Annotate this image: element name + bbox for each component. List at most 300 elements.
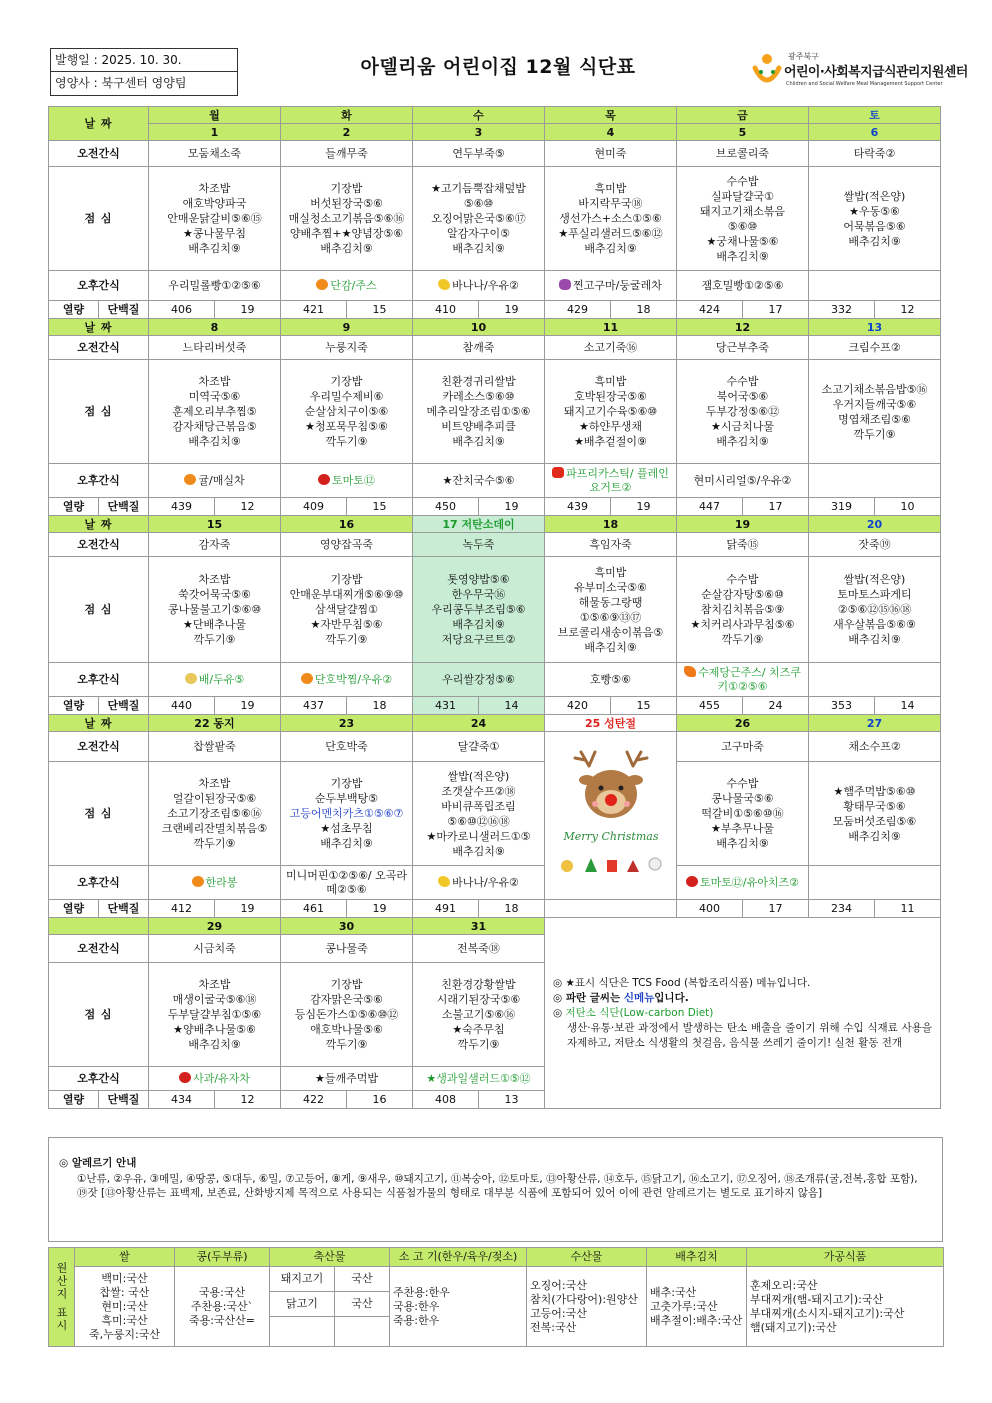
reindeer-illustration-icon: [551, 744, 671, 884]
am-snack-cell: 녹두죽: [413, 533, 545, 557]
kcal-value: 455: [677, 697, 743, 715]
origin-header: 콩(두부류): [175, 1248, 270, 1267]
lunch-item: 고등어멘치카츠①⑤⑥⑦: [289, 807, 404, 820]
sweet-potato-icon: [559, 279, 571, 290]
date-cell: 27: [809, 715, 941, 732]
kcal-value: 409: [281, 498, 347, 516]
apple-icon: [179, 1072, 191, 1083]
pm-snack-cell: [677, 271, 809, 301]
lunch-item: 애호박양파국: [182, 197, 247, 210]
lunch-item: 감자맑은국⑤⑥: [310, 993, 383, 1006]
origin-line: 현미:국산: [101, 1299, 148, 1313]
lunch-item: 수수밥: [726, 375, 759, 388]
date-cell: 16: [281, 516, 413, 533]
protein-value: 14: [479, 697, 545, 715]
kcal-label: 열량: [49, 301, 99, 319]
lunch-item: 오징어맑은국⑤⑥⑰: [431, 212, 526, 225]
lunch-item: 기장밥: [330, 978, 363, 991]
pm-snack-cell: [281, 663, 413, 697]
lunch-item: 소고기채소볶음밥⑤⑯: [821, 382, 928, 396]
lunch-cell: [281, 167, 413, 271]
lunch-item: 매생이굴국⑤⑥⑱: [172, 993, 257, 1006]
allergy-info: [48, 1137, 943, 1242]
lunch-cell: [809, 360, 941, 464]
lunch-item: 우리콩두부조림⑤⑥: [431, 603, 526, 616]
date-cell: 9: [281, 319, 413, 336]
protein-value: 14: [875, 697, 941, 715]
lunch-item: 배추김치⑨: [452, 844, 505, 858]
lunch-item: 삼색달걀찜①: [315, 603, 378, 616]
pm-snack-cell: [149, 271, 281, 301]
lunch-item: 친환경귀리쌀밥: [441, 375, 516, 388]
am-snack-cell: 타락죽②: [809, 141, 941, 167]
lunch-item: 콩나물국⑤⑥: [711, 792, 774, 805]
protein-value: 19: [479, 498, 545, 516]
am-snack-cell: 연두부죽⑤: [413, 141, 545, 167]
origin-livestock: 국산: [335, 1267, 390, 1292]
am-snack-row: [49, 336, 941, 360]
lunch-item: 순살삼치구이⑤⑥: [304, 405, 389, 418]
weekday-header: 토: [809, 107, 941, 124]
lunch-item: 톳영양밥⑤⑥: [447, 573, 510, 586]
kcal-value: 421: [281, 301, 347, 319]
lunch-item: ★섬초무침: [320, 822, 373, 835]
lunch-item: 돼지고기채소볶음: [699, 204, 785, 218]
pm-snack-label: 오후간식: [49, 663, 149, 697]
protein-value: 16: [347, 1091, 413, 1109]
date-cell: 10: [413, 319, 545, 336]
lunch-item: ★콩나물무침: [183, 227, 246, 240]
origin-beef: [390, 1267, 527, 1347]
kcal-value: 422: [281, 1091, 347, 1109]
kcal-value: 439: [149, 498, 215, 516]
lunch-item: 깍두기⑨: [325, 435, 368, 448]
origin-line: 고춧가루:국산: [650, 1299, 718, 1313]
origin-line: 참치(가다랑어):원양산: [530, 1292, 638, 1306]
lunch-row: [49, 762, 941, 866]
pm-snack-text: ★잔치국수⑤⑥: [442, 473, 515, 487]
pm-snack-cell: [281, 1067, 413, 1091]
lunch-item: 감자채당근볶음⑤: [172, 420, 257, 433]
lunch-item: 매실청소고기볶음⑤⑥⑯: [288, 212, 405, 225]
pm-snack-cell: [545, 464, 677, 498]
page-header: [48, 46, 968, 98]
am-snack-cell: 영양잡곡죽: [281, 533, 413, 557]
paprika-icon: [552, 467, 564, 478]
protein-value: 17: [743, 498, 809, 516]
lunch-item: 깍두기⑨: [325, 1038, 368, 1051]
lunch-item: ★부추무나물: [711, 822, 774, 835]
nutrition-row: [49, 900, 941, 918]
lunch-item: 흑미밥: [594, 565, 627, 579]
pm-snack-cell: [149, 1067, 281, 1091]
lunch-item: 황태무국⑤⑥: [843, 799, 906, 813]
lunch-item: 시래기된장국⑤⑥: [436, 993, 521, 1006]
note-blue-prefix: ◎ 파란 글씨는: [553, 991, 624, 1004]
pm-snack-label: 오후간식: [49, 464, 149, 498]
am-snack-cell: 크림수프②: [809, 336, 941, 360]
pm-snack-text: 잼호밀빵①②⑤⑥: [701, 278, 784, 292]
kcal-label: 열량: [49, 697, 99, 715]
protein-value: 19: [347, 900, 413, 918]
origin-beans: [175, 1267, 270, 1347]
origin-line: 주찬용:국산`: [190, 1299, 254, 1313]
lunch-item: ★배추겉절이⑨: [574, 435, 647, 448]
lunch-item: 순두부백탕⑤: [315, 792, 378, 805]
tomato-icon: [686, 876, 698, 887]
origin-header: 배추김치: [647, 1248, 747, 1267]
pm-snack-text: 단감/주스: [330, 278, 377, 292]
am-snack-label: 오전간식: [49, 141, 149, 167]
lunch-item: 배추김치⑨: [716, 435, 769, 448]
lunch-item: 쌀밥(적은양): [447, 769, 510, 783]
protein-value: 19: [215, 301, 281, 319]
note-eco-title: 저탄소 식단(Low-carbon Diet): [565, 1006, 714, 1019]
kcal-value: 439: [545, 498, 611, 516]
pm-snack-text: 호빵⑤⑥: [590, 672, 631, 686]
menu-table: [48, 106, 941, 1109]
pm-snack-cell: [149, 464, 281, 498]
lunch-item: 기장밥: [330, 573, 363, 586]
protein-label: 단백질: [99, 301, 149, 319]
pm-snack-text: 우리밀롤빵①②⑤⑥: [168, 278, 261, 292]
lunch-item: 배추김치⑨: [848, 234, 901, 248]
lunch-item: 안매운닭갈비⑤⑥⑮: [167, 212, 262, 225]
origin-rice: [75, 1267, 175, 1347]
date-cell: 22 동지: [149, 715, 281, 732]
origin-row: [49, 1267, 944, 1292]
origin-header-row: [49, 1248, 944, 1267]
date-label: 날 짜: [49, 107, 149, 141]
date-cell: 30: [281, 918, 413, 935]
date-cell: 24: [413, 715, 545, 732]
lunch-item: 수수밥: [726, 573, 759, 586]
pm-snack-text: ★들깨주먹밥: [315, 1071, 378, 1085]
origin-line: 부대찌개(소시지-돼지고기):국산: [750, 1306, 905, 1320]
pm-snack-label: 오후간식: [49, 271, 149, 301]
logo-english-text: Children and Social Welfare Meal Management Support Center: [786, 81, 943, 87]
banana-icon: [438, 279, 450, 290]
date-label: 날 짜: [49, 715, 149, 732]
protein-value: 12: [875, 301, 941, 319]
lunch-item: 우거지들깨국⑤⑥: [832, 397, 917, 411]
lunch-cell: [677, 167, 809, 271]
lunch-item: 돼지고기수육⑤⑥⑩: [563, 405, 658, 418]
lunch-item: ★시금치나물: [711, 420, 774, 433]
carrot-icon: [684, 666, 696, 677]
kcal-value: 440: [149, 697, 215, 715]
pm-snack-cell: [413, 271, 545, 301]
pm-snack-text: 토마토⑫: [332, 473, 375, 487]
lunch-item: 깍두기⑨: [193, 633, 236, 646]
kcal-value: 437: [281, 697, 347, 715]
weekday-header: 화: [281, 107, 413, 124]
origin-processed: [747, 1267, 944, 1347]
kcal-value: 434: [149, 1091, 215, 1109]
date-cell: 8: [149, 319, 281, 336]
date-cell: 15: [149, 516, 281, 533]
lunch-item: 해물동그랑땡: [578, 595, 643, 609]
lunch-item: ★자반무침⑤⑥: [310, 618, 383, 631]
center-logo: [750, 48, 968, 96]
origin-header: 수산물: [527, 1248, 647, 1267]
date-cell: 26: [677, 715, 809, 732]
kcal-value: 406: [149, 301, 215, 319]
notes-cell: [545, 918, 941, 1109]
date-cell: 17 저탄소데이: [413, 516, 545, 533]
protein-value: 12: [215, 1091, 281, 1109]
lunch-item: 명엽채조림⑤⑥: [838, 412, 911, 426]
protein-value: 19: [611, 498, 677, 516]
lunch-item: 배추김치⑨: [320, 242, 373, 255]
origin-line: 백미:국산: [101, 1271, 148, 1285]
pm-snack-text: 미니머핀①②⑤⑥/ 오곡라떼②⑤⑥: [285, 868, 408, 896]
lunch-row: [49, 167, 941, 271]
protein-value: 12: [215, 498, 281, 516]
date-cell: 19: [677, 516, 809, 533]
lunch-cell: [149, 557, 281, 663]
kcal-value: 319: [809, 498, 875, 516]
kcal-value: 461: [281, 900, 347, 918]
pm-snack-text: 수제당근주스/ 치즈쿠키①②⑤⑥: [698, 665, 801, 693]
origin-line: 흑미:국산: [101, 1313, 148, 1327]
lunch-item: 얼갈이된장국⑤⑥: [172, 792, 257, 805]
am-snack-row: [49, 141, 941, 167]
lunch-cell: [281, 963, 413, 1067]
lunch-item: ★고기듬뿍잡채덮밥: [431, 182, 526, 195]
lunch-cell: [281, 762, 413, 866]
lunch-item: 배추김치⑨: [584, 640, 637, 654]
pm-snack-cell: [809, 271, 941, 301]
am-snack-cell: 잣죽⑲: [809, 533, 941, 557]
lunch-cell: [413, 360, 545, 464]
lunch-item: ★치커리사과무침⑤⑥: [690, 618, 795, 631]
lunch-item: 배추김치⑨: [716, 249, 769, 263]
lunch-cell: [149, 762, 281, 866]
protein-value: 10: [875, 498, 941, 516]
lunch-item: 모둠버섯조림⑤⑥: [832, 814, 917, 828]
note-tcs: ◎ ★표시 식단은 TCS Food (복합조리식품) 메뉴입니다.: [553, 976, 811, 989]
lunch-label: 점 심: [49, 167, 149, 271]
lunch-label: 점 심: [49, 557, 149, 663]
lunch-item: 안매운부대찌개⑤⑥⑨⑩: [289, 588, 404, 601]
kcal-value: 412: [149, 900, 215, 918]
pm-snack-cell: [677, 663, 809, 697]
protein-value: 24: [743, 697, 809, 715]
kcal-value: 420: [545, 697, 611, 715]
note-blue-suffix: 입니다.: [654, 991, 689, 1004]
origin-livestock: 돼지고기: [270, 1267, 335, 1292]
origin-line: 주찬용:한우: [393, 1285, 450, 1299]
origin-side-label: [49, 1248, 75, 1347]
lunch-item: 깍두기⑨: [853, 427, 896, 441]
issue-info-box: [50, 48, 238, 96]
date-row: [49, 918, 941, 935]
am-snack-cell: 닭죽⑮: [677, 533, 809, 557]
lunch-label: 점 심: [49, 963, 149, 1067]
lunch-item: 토마토스파게티: [837, 588, 912, 601]
date-cell: 2: [281, 124, 413, 141]
am-snack-cell: 흑임자죽: [545, 533, 677, 557]
lunch-item: 훈제오리부추찜⑤: [172, 405, 257, 418]
origin-line: 전복:국산: [530, 1320, 577, 1334]
date-cell: 13: [809, 319, 941, 336]
kcal-value: 400: [677, 900, 743, 918]
lunch-cell: [149, 167, 281, 271]
am-snack-cell: 들깨무죽: [281, 141, 413, 167]
note-eco-desc: 생산·유통·보관 과정에서 발생하는 탄소 배출을 줄이기 위해 수입 식재료 사용을 자제하고, 저탄소 식생활의 첫걸음, 음식물 쓰레기 줄이기! 실천 활동 전개: [567, 1021, 932, 1049]
pm-snack-cell: [281, 271, 413, 301]
protein-value: 13: [479, 1091, 545, 1109]
origin-line: 고등어:국산: [530, 1306, 587, 1320]
origin-line: 국용:국산: [198, 1285, 246, 1299]
origin-line: 부대찌개(햄-돼지고기):국산: [750, 1292, 884, 1306]
lunch-item: 미역국⑤⑥: [188, 390, 241, 403]
lunch-item: 깍두기⑨: [457, 1038, 500, 1051]
lunch-cell: [281, 360, 413, 464]
nutrition-row: [49, 498, 941, 516]
lunch-item: 참치김치볶음⑤⑨: [700, 603, 785, 616]
lunch-item: ★푸실리샐러드⑤⑥⑫: [558, 227, 663, 240]
persimmon-icon: [316, 279, 328, 290]
lunch-item: 두부달걀부침①⑤⑥: [167, 1008, 262, 1021]
lunch-item: 배추김치⑨: [848, 633, 901, 646]
lunch-item: 등심돈가스①⑤⑥⑩⑫: [294, 1008, 399, 1021]
am-snack-cell: 참깨죽: [413, 336, 545, 360]
lunch-cell: [281, 557, 413, 663]
lunch-item: ★우동⑤⑥: [849, 204, 900, 218]
date-label: 날 짜: [49, 516, 149, 533]
date-row: [49, 107, 941, 124]
nutrition-row: [49, 697, 941, 715]
origin-empty: [270, 1317, 335, 1347]
lunch-item: 깍두기⑨: [193, 837, 236, 850]
allergy-text: ①난류, ②우유, ③메밀, ④땅콩, ⑤대두, ⑥밀, ⑦고등어, ⑧게, ⑨새우, ⑩돼지고기, ⑪복숭아, ⑫토마토, ⑬아황산류, ⑭호두, ⑮닭고기, ⑯소고기, ⑰오징어, ⑱조개류(굴,전복,홍합 포함), ⑲잣 [⑬아황산류는 표백제, 보존료, 산화방지제 목적으로 사용되는 식품첨가물의 형태로 대부분 식품에 포함되어 있어 이에 관련 알레르기는 별도로 표기하지 않음]: [77, 1173, 918, 1199]
am-snack-cell: 콩나물죽: [281, 935, 413, 963]
pear-icon: [185, 673, 197, 684]
kcal-value: 332: [809, 301, 875, 319]
note-eco-prefix: ◎: [553, 1006, 566, 1019]
lunch-cell: [545, 557, 677, 663]
kcal-value: 424: [677, 301, 743, 319]
lunch-item: ★궁채나물⑤⑥: [706, 234, 779, 248]
date-row: [49, 516, 941, 533]
origin-empty: [335, 1317, 390, 1347]
lunch-item: 차조밥: [198, 777, 231, 790]
am-snack-cell: 느타리버섯죽: [149, 336, 281, 360]
pm-snack-row: [49, 464, 941, 498]
lunch-item: 생선가스+소스①⑤⑥: [559, 212, 662, 225]
origin-line: 햄(돼지고기):국산: [750, 1320, 837, 1334]
lunch-item: ★청포묵무침⑤⑥: [305, 420, 388, 433]
protein-value: 18: [347, 697, 413, 715]
pm-snack-cell: [545, 663, 677, 697]
kcal-label: 열량: [49, 900, 99, 918]
lunch-item: 수수밥: [726, 174, 759, 188]
dietitian: 영양사 : 북구센터 영양팀: [55, 76, 187, 90]
origin-kimchi: [647, 1267, 747, 1347]
protein-value: 18: [479, 900, 545, 918]
pm-snack-row: [49, 866, 941, 900]
weekday-header: 수: [413, 107, 545, 124]
lunch-cell: [545, 360, 677, 464]
origin-header: 가공식품: [747, 1248, 944, 1267]
smile-logo-icon: [752, 52, 782, 92]
pm-snack-cell: [413, 663, 545, 697]
protein-value: 17: [743, 301, 809, 319]
am-snack-label: 오전간식: [49, 935, 149, 963]
pm-snack-text: 사과/유자차: [193, 1071, 250, 1085]
lunch-cell: [413, 167, 545, 271]
lunch-item: 비트양배추피클: [441, 420, 516, 433]
protein-value: 19: [479, 301, 545, 319]
protein-value: 15: [347, 301, 413, 319]
pm-snack-cell: [149, 866, 281, 900]
am-snack-row: [49, 533, 941, 557]
lunch-item: 조갯살수프②⑱: [441, 784, 516, 798]
lunch-item: 깍두기⑨: [325, 633, 368, 646]
lunch-item: 유부미소국⑤⑥: [574, 580, 647, 594]
pm-snack-cell: [413, 1067, 545, 1091]
tomato-icon: [318, 474, 330, 485]
pm-snack-text: 찐고구마/둥굴레차: [573, 278, 662, 292]
am-snack-cell: 현미죽: [545, 141, 677, 167]
am-snack-cell: 전복죽⑱: [413, 935, 545, 963]
lunch-cell: [545, 167, 677, 271]
lunch-item: 북어국⑤⑥: [716, 390, 769, 403]
pumpkin-icon: [301, 673, 313, 684]
christmas-cell: [545, 732, 677, 900]
date-cell: 12: [677, 319, 809, 336]
lunch-item: 흑미밥: [594, 375, 627, 388]
origin-line: 배추:국산: [650, 1285, 697, 1299]
tangerine-icon: [184, 474, 196, 485]
origin-table: [48, 1247, 944, 1347]
lunch-item: 알감자구이⑤: [447, 227, 510, 240]
lunch-item: 차조밥: [198, 573, 231, 586]
am-snack-cell: 당근부추죽: [677, 336, 809, 360]
pm-snack-text: 배/두유⑤: [198, 672, 245, 686]
protein-value: 17: [743, 900, 809, 918]
origin-header: 소 고 기(한우/육우/젖소): [390, 1248, 527, 1267]
lunch-item: ①⑤⑥⑨⑬⑰: [579, 610, 642, 624]
pm-snack-row: [49, 663, 941, 697]
date-cell: 11: [545, 319, 677, 336]
date-row: [49, 319, 941, 336]
origin-line: 국용:한우: [393, 1299, 440, 1313]
kcal-value: 447: [677, 498, 743, 516]
pm-snack-text: 한라봉: [205, 875, 238, 889]
pm-snack-text: 토마토⑫/유아치즈②: [700, 875, 799, 889]
lunch-item: 떡갈비①⑤⑥⑩⑯: [701, 807, 784, 820]
lunch-cell: [677, 557, 809, 663]
am-snack-label: 오전간식: [49, 336, 149, 360]
lunch-item: 소고기장조림⑤⑥⑯: [167, 807, 262, 820]
pm-snack-text: ★생과일샐러드①⑤⑫: [426, 1071, 531, 1085]
am-snack-row: [49, 732, 941, 762]
pm-snack-label: 오후간식: [49, 866, 149, 900]
lunch-label: 점 심: [49, 762, 149, 866]
logo-region-text: 광주북구: [788, 52, 819, 61]
lunch-item: 우리밀수제비⑥: [309, 390, 384, 403]
pm-snack-cell: [149, 663, 281, 697]
pm-snack-cell: [677, 866, 809, 900]
issue-date: 발행일 : 2025. 10. 30.: [51, 49, 237, 72]
pm-snack-cell: [809, 464, 941, 498]
origin-line: 훈제오리:국산: [750, 1278, 818, 1292]
protein-value: 11: [875, 900, 941, 918]
am-snack-cell: 누룽지죽: [281, 336, 413, 360]
